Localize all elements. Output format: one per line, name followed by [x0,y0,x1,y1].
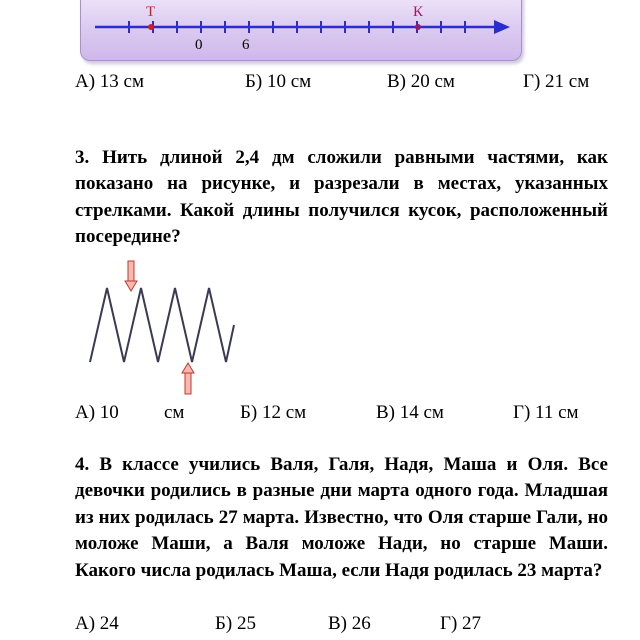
point-k-marker [415,24,421,30]
q4-option-d: Г) 27 [440,613,482,634]
number-line-arrowhead [494,20,510,34]
tick-label-zero: 0 [195,37,203,53]
zigzag-thread-figure [0,255,640,400]
question-4-text: 4. В классе учились Валя, Галя, Надя, Маша и Оля. Все девочки родились в разные дни марта одного года. Младшая из них родилась 27 марта. Известно, что Оля старше Гали, но моложе Маши, а Валя моложе Нади, но старше Маши. Какого числа родилась Маша, если Надя родилась 23 марта? [75,454,608,581]
q2-option-c: В) 20 см [387,71,455,92]
q3-option-c: В) 14 см [376,402,444,423]
q2-option-a: А) 13 см [75,71,145,92]
point-k-label: К [413,4,424,20]
q3-option-b: Б) 12 см [240,402,307,423]
q4-option-c: В) 26 [328,613,371,634]
cut-arrow-bottom [182,363,194,394]
q3-option-d: Г) 11 см [513,402,579,423]
point-t-label: Т [146,4,156,20]
q3-option-a-unit: см [164,402,185,423]
q4-option-a: А) 24 [75,613,119,634]
tick-label-six: 6 [242,37,250,53]
question-3-text: 3. Нить длиной 2,4 дм сложили равными частями, как показано на рисунке, и разрезали в местах, указанных стрелками. Какой длины получился кусок, расположенный посередине? [75,147,608,248]
zigzag-thread [90,288,234,362]
point-t-marker [148,24,154,30]
cut-arrow-top [125,261,137,291]
q2-option-b: Б) 10 см [245,71,312,92]
number-line-figure [0,0,640,60]
q2-option-d: Г) 21 см [523,71,590,92]
q4-option-b: Б) 25 [215,613,256,634]
q3-option-a: А) 10 [75,402,119,423]
